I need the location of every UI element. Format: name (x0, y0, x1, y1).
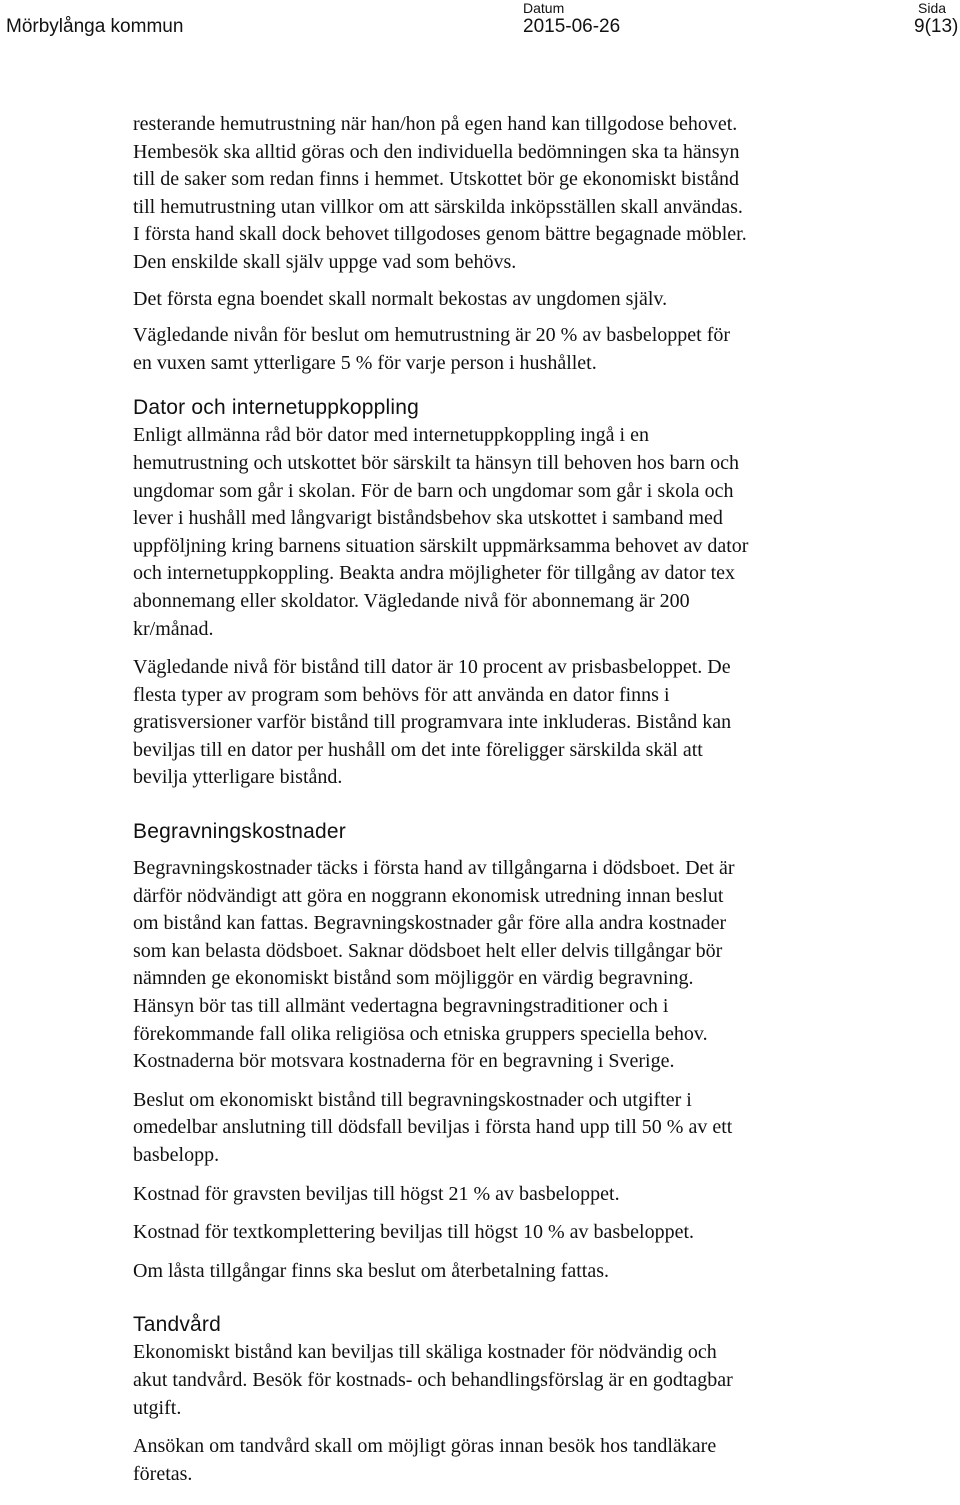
text-line: till de saker som redan finns i hemmet. Utskottet bör ge ekonomiskt bistånd (133, 168, 740, 191)
section-heading-funeral: Begravningskostnader (133, 820, 346, 844)
computer-section (133, 394, 933, 792)
funeral-section (133, 818, 933, 1285)
text-line: om bistånd kan fattas. Begravningskostnader går före alla andra kostnader (133, 912, 727, 935)
page-label: Sida (918, 0, 947, 16)
funeral-paragraph-3: Kostnad för gravsten beviljas till högst 21 % av basbeloppet. (133, 1182, 620, 1205)
computer-paragraph-1 (133, 422, 933, 643)
text-line: Begravningskostnader täcks i första hand av tillgångarna i dödsboet. Det är (133, 857, 735, 880)
text-line: Beslut om ekonomiskt bistånd till begravningskostnader och utgifter i (133, 1088, 692, 1111)
intro-paragraph-1 (133, 111, 933, 277)
text-line: beviljas till en dator per hushåll om det inte föreligger särskilda skäl att (133, 738, 703, 761)
text-line: akut tandvård. Besök för kostnads- och behandlingsförslag är en godtagbar (133, 1368, 733, 1391)
text-line: till hemutrustning utan villkor om att särskilda inköpsställen skall användas. (133, 195, 743, 218)
page-number: 9(13) (914, 16, 959, 37)
funeral-paragraph-1 (133, 855, 933, 1076)
text-line: abonnemang eller skoldator. Vägledande nivå för abonnemang är 200 (133, 589, 690, 612)
text-line: Ekonomiskt bistånd kan beviljas till skäliga kostnader för nödvändig och (133, 1341, 717, 1364)
text-line: Hembesök ska alltid göras och den individuella bedömningen ska ta hänsyn (133, 140, 740, 163)
text-line: Kostnaderna bör motsvara kostnaderna för en begravning i Sverige. (133, 1050, 675, 1073)
text-line: nämnden ge ekonomiskt bistånd som möjliggör en värdig begravning. (133, 967, 694, 990)
text-line: förekommande fall olika religiösa och etniska gruppers speciella behov. (133, 1022, 708, 1045)
intro-section (133, 111, 933, 377)
text-line: I första hand skall dock behovet tillgodoses genom bättre begagnade möbler. (133, 223, 747, 246)
date-label: Datum (523, 0, 565, 16)
text-line: Vägledande nivån för beslut om hemutrustning är 20 % av basbeloppet för (133, 324, 731, 347)
dental-paragraph-2 (133, 1433, 933, 1488)
text-line: ungdomar som går i skolan. För de barn och ungdomar som går i skola och (133, 479, 734, 502)
text-line: hemutrustning och utskottet bör särskilt ta hänsyn till behoven hos barn och (133, 451, 740, 474)
text-line: lever i hushåll med långvarigt biståndsbehov ska utskottet i samband med (133, 507, 723, 530)
text-line: Enligt allmänna råd bör dator med internetuppkoppling ingå i en (133, 424, 649, 447)
text-line: bevilja ytterligare bistånd. (133, 766, 343, 789)
text-line: resterande hemutrustning när han/hon på egen hand kan tillgodose behovet. (133, 113, 738, 135)
text-line: flesta typer av program som behövs för att använda en dator finns i (133, 683, 670, 706)
dental-paragraph-1 (133, 1339, 933, 1422)
text-line: och internetuppkoppling. Beakta andra möjligheter för tillgång av dator tex (133, 562, 736, 585)
text-line: Hänsyn bör tas till allmänt vedertagna begravningstraditioner och i (133, 995, 669, 1018)
text-line: gratisversioner varför bistånd till programvara inte inkluderas. Bistånd kan (133, 711, 732, 734)
intro-paragraph-2: Det första egna boendet skall normalt bekostas av ungdomen själv. (133, 287, 668, 310)
text-line: som kan belasta dödsboet. Saknar dödsboet helt eller delvis tillgångar bör (133, 939, 723, 962)
funeral-paragraph-4: Kostnad för textkomplettering beviljas till högst 10 % av basbeloppet. (133, 1221, 695, 1244)
text-line: Vägledande nivå för bistånd till dator är 10 procent av prisbasbeloppet. De (133, 656, 731, 679)
text-line: omedelbar anslutning till dödsfall beviljas i första hand upp till 50 % av ett (133, 1116, 733, 1139)
text-line: Den enskilde skall själv uppge vad som behövs. (133, 250, 517, 273)
text-line: en vuxen samt ytterligare 5 % för varje person i hushållet. (133, 351, 597, 374)
section-heading-dental: Tandvård (133, 1313, 221, 1337)
intro-paragraph-3 (133, 322, 933, 377)
document-date: 2015-06-26 (523, 16, 621, 37)
text-line: därför nödvändigt att göra en noggrann ekonomisk utredning innan beslut (133, 884, 724, 907)
page-header (0, 0, 960, 44)
text-line: utgift. (133, 1396, 182, 1419)
organization-name: Mörbylånga kommun (6, 16, 184, 37)
text-line: kr/månad. (133, 617, 214, 640)
dental-section (133, 1311, 933, 1488)
funeral-paragraph-5: Om låsta tillgångar finns ska beslut om återbetalning fattas. (133, 1259, 609, 1282)
computer-paragraph-2 (133, 654, 933, 792)
text-line: uppföljning kring barnens situation särskilt uppmärksamma behovet av dator (133, 534, 749, 557)
text-line: företas. (133, 1462, 193, 1485)
text-line: basbelopp. (133, 1144, 220, 1166)
section-heading-computer: Dator och internetuppkoppling (133, 396, 419, 420)
text-line: Ansökan om tandvård skall om möjligt göras innan besök hos tandläkare (133, 1435, 717, 1458)
funeral-paragraph-2 (133, 1087, 933, 1170)
document-body (133, 111, 933, 1488)
